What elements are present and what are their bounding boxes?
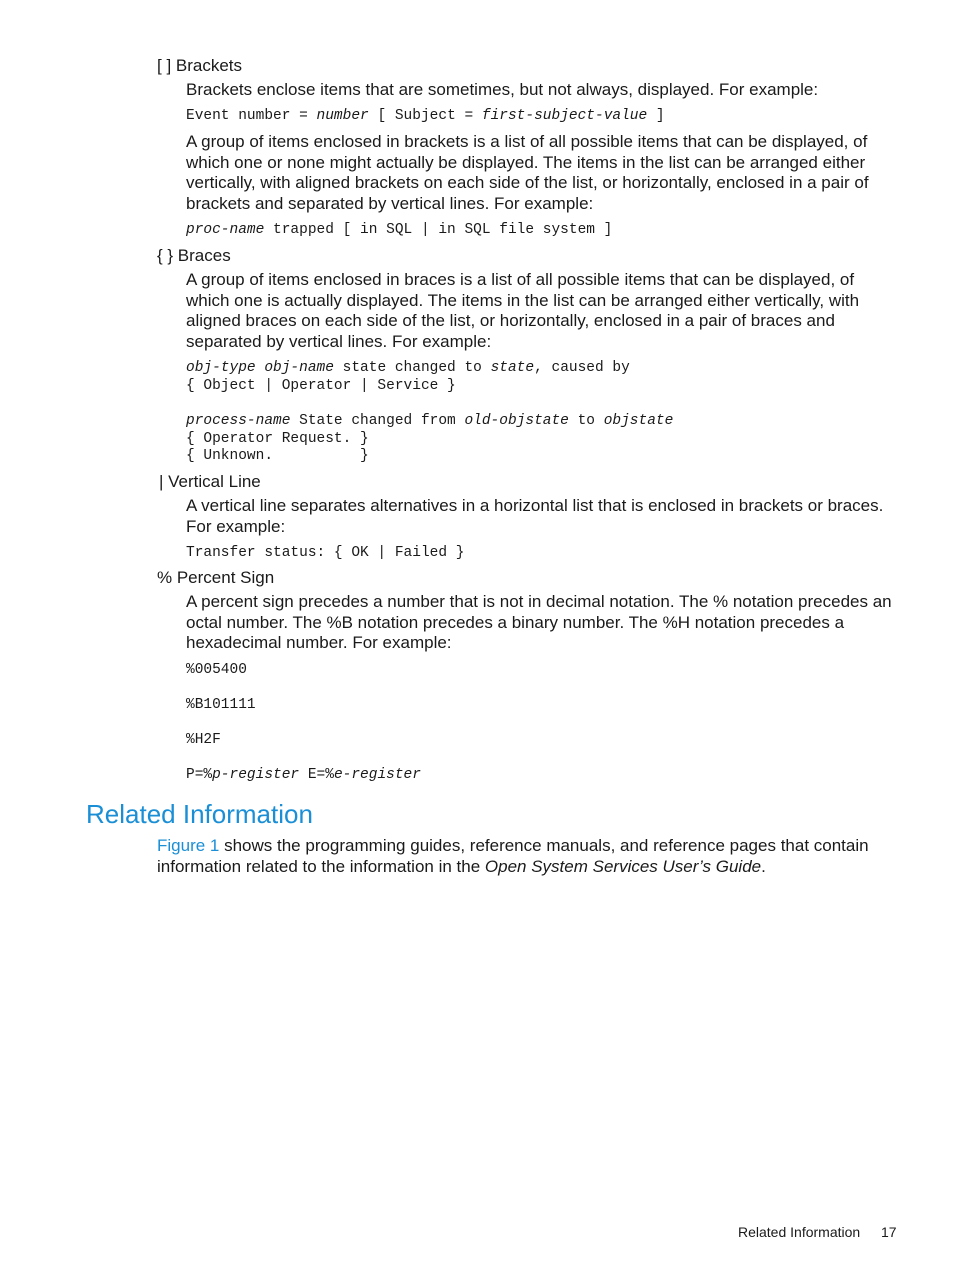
braces-example-2-line-3: { Unknown. }: [186, 448, 369, 464]
percent-example-registers: P=%p-register E=%e-register: [186, 767, 421, 783]
braces-description: A group of items enclosed in braces is a list of all possible items that can be displayed, of which one is actually displayed. The items in the list can be arranged either vertically, with aligned braces on each side of the list, or horizontally, enclosed in a pair of braces and separated by vertical lines. For example:: [186, 270, 860, 351]
vertical-line-example: Transfer status: { OK | Failed }: [186, 545, 465, 561]
section-heading: Related Information: [86, 799, 313, 829]
brackets-example-1: Event number = number [ Subject = first-subject-value ]: [186, 108, 665, 124]
percent-example-octal: %005400: [186, 662, 247, 678]
footer-section-title: Related Information: [738, 1224, 861, 1240]
vertical-line-term: | Vertical Line: [159, 472, 261, 491]
page-number: 17: [881, 1224, 897, 1240]
braces-example-2-line-1: process-name State changed from old-objstate to objstate: [186, 413, 674, 429]
braces-example-1-line-2: { Object | Operator | Service }: [186, 378, 456, 394]
percent-sign-description: A percent sign precedes a number that is not in decimal notation. The % notation precedes an octal number. The %B notation precedes a binary number. The %H notation precedes a hexadecimal number. For example:: [186, 592, 892, 653]
percent-example-hex: %H2F: [186, 732, 221, 748]
percent-sign-term: % Percent Sign: [157, 568, 275, 587]
brackets-term: [ ] Brackets: [157, 56, 243, 75]
guide-title: Open System Services User’s Guide: [484, 856, 762, 876]
vertical-line-description: A vertical line separates alternatives in a horizontal list that is enclosed in brackets or braces. For example:: [186, 496, 884, 536]
related-paragraph: Figure 1 shows the programming guides, reference manuals, and reference pages that contain information related to the information in the Open System Services User’s Guide.: [157, 836, 869, 876]
braces-example-2-line-2: { Operator Request. }: [186, 431, 369, 447]
braces-term: { } Braces: [157, 246, 231, 265]
figure-1-link[interactable]: Figure 1: [157, 836, 220, 855]
brackets-paragraph: A group of items enclosed in brackets is a list of all possible items that can be displayed, of which one or none might actually be displayed. The items in the list can be arranged either vertically, with aligned brackets on each side of the list, or horizontally, enclosed in a pair of brackets and separated by vertical lines. For example:: [186, 132, 869, 213]
braces-example-1-line-1: obj-type obj-name state changed to state, caused by: [186, 360, 630, 376]
percent-example-binary: %B101111: [186, 697, 256, 713]
brackets-description: Brackets enclose items that are sometimes, but not always, displayed. For example:: [186, 80, 819, 99]
brackets-example-2: proc-name trapped [ in SQL | in SQL file system ]: [186, 222, 613, 238]
